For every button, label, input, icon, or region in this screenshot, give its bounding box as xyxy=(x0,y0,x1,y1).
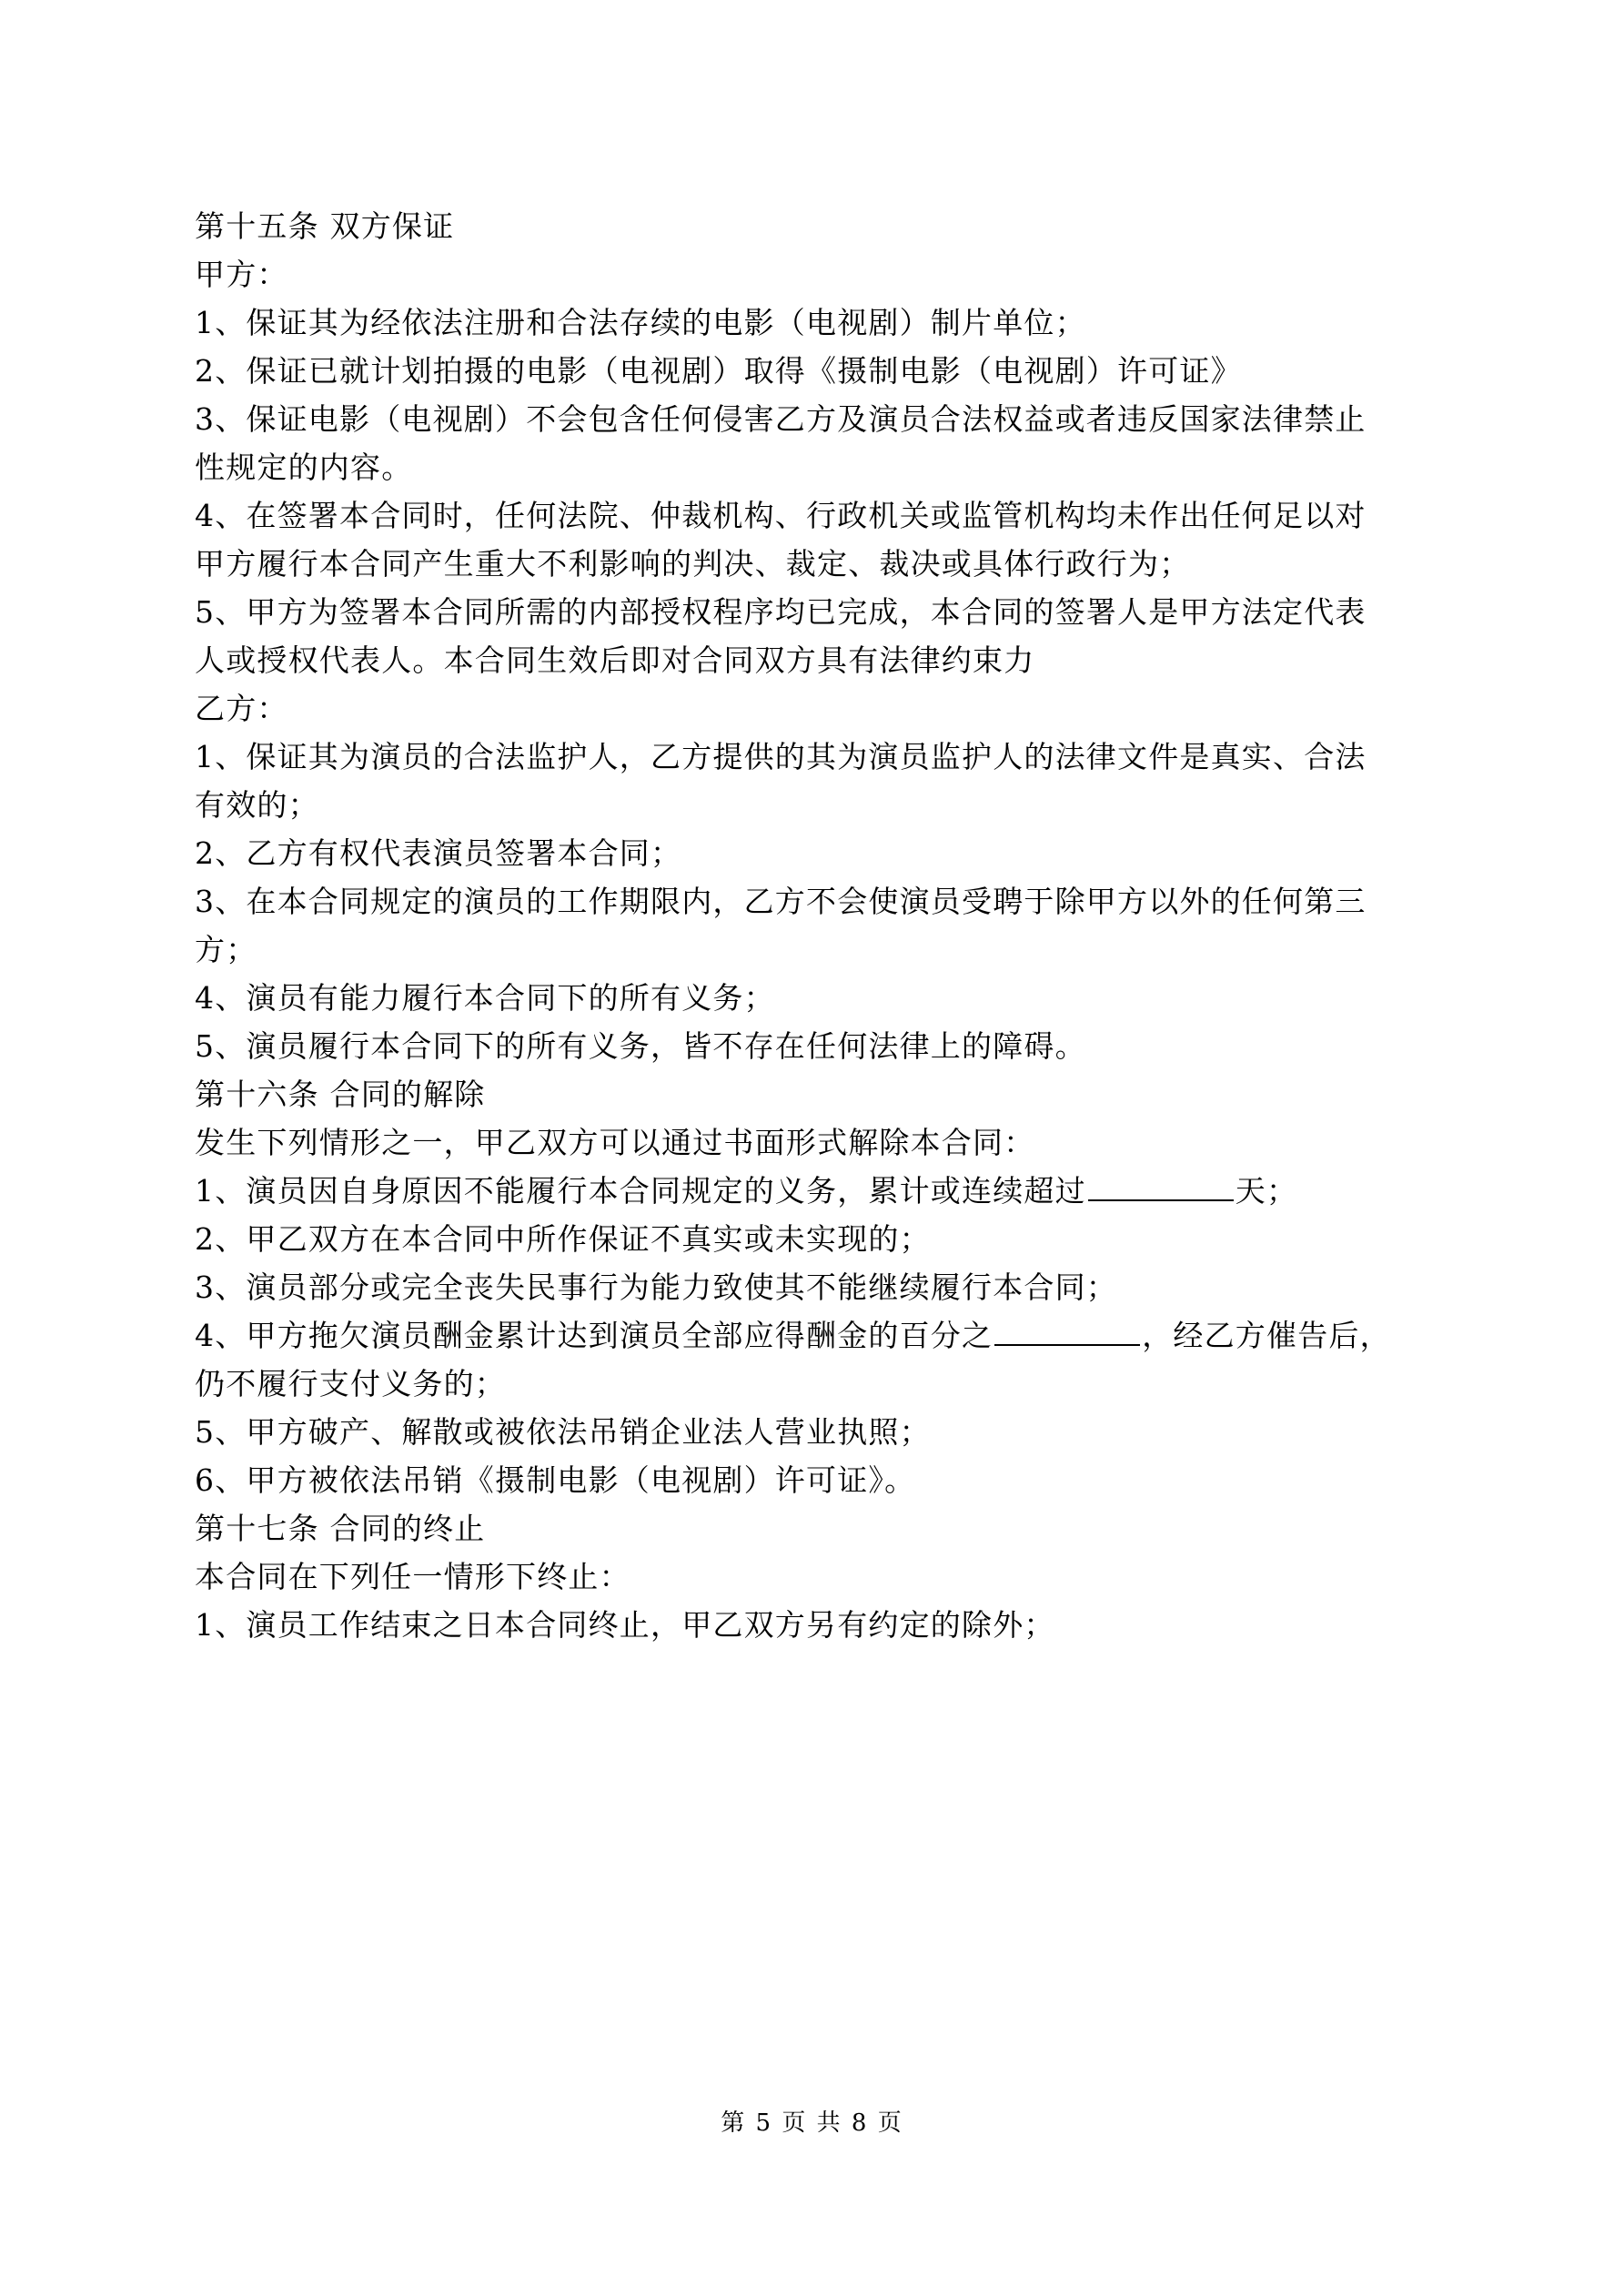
clause-16-item-2: 2、甲乙双方在本合同中所作保证不真实或未实现的； xyxy=(195,1221,931,1257)
party-b-item-3-cont: 方； xyxy=(195,932,257,967)
clause-16-item-5: 5、甲方破产、解散或被依法吊销企业法人营业执照； xyxy=(195,1414,931,1450)
party-b-item-1-cont: 有效的； xyxy=(195,787,319,823)
clause-16-item-1 xyxy=(195,1167,1441,1215)
party-b-item-2: 2、乙方有权代表演员签署本合同； xyxy=(195,835,682,871)
party-a-item-3-cont: 性规定的内容。 xyxy=(195,450,413,485)
party-b-item-3: 3、在本合同规定的演员的工作期限内，乙方不会使演员受聘于除甲方以外的任何第三 xyxy=(195,884,1367,919)
party-a-item-5: 5、甲方为签署本合同所需的内部授权程序均已完成，本合同的签署人是甲方法定代表 xyxy=(195,594,1367,630)
blank-days-field[interactable] xyxy=(1088,1174,1234,1201)
blank-percent-field[interactable] xyxy=(994,1319,1140,1346)
clause-16-item-4-cont: 仍不履行支付义务的； xyxy=(195,1366,506,1401)
party-b-item-4: 4、演员有能力履行本合同下的所有义务； xyxy=(195,980,775,1016)
clause-17-item-1: 1、演员工作结束之日本合同终止，甲乙双方另有约定的除外； xyxy=(195,1607,1055,1643)
party-a-item-4: 4、在签署本合同时，任何法院、仲裁机构、行政机关或监管机构均未作出任何足以对 xyxy=(195,498,1367,533)
page-number-footer: 第 5 页 共 8 页 xyxy=(721,2109,903,2137)
clause-16-item-4-text: 4、甲方拖欠演员酬金累计达到演员全部应得酬金的百分之 xyxy=(195,1318,994,1353)
clause-16-intro: 发生下列情形之一，甲乙双方可以通过书面形式解除本合同： xyxy=(195,1125,1035,1160)
clause-16-item-4 xyxy=(195,1311,1441,1360)
party-a-item-5-cont: 人或授权代表人。本合同生效后即对合同双方具有法律约束力 xyxy=(195,642,1035,678)
clause-17-intro: 本合同在下列任一情形下终止： xyxy=(195,1559,630,1594)
party-b-heading: 乙方： xyxy=(195,691,288,726)
clause-15-heading: 第十五条 双方保证 xyxy=(195,208,455,244)
party-a-item-2: 2、保证已就计划拍摄的电影（电视剧）取得《摄制电影（电视剧）许可证》 xyxy=(195,353,1242,389)
clause-17-heading: 第十七条 合同的终止 xyxy=(195,1511,486,1546)
clause-16-item-4-suffix: ，经乙方催告后， xyxy=(1142,1318,1391,1353)
party-a-item-4-cont: 甲方履行本合同产生重大不利影响的判决、裁定、裁决或具体行政行为； xyxy=(195,546,1191,582)
party-a-item-1: 1、保证其为经依法注册和合法存续的电影（电视剧）制片单位； xyxy=(195,305,1086,340)
party-b-item-1: 1、保证其为演员的合法监护人，乙方提供的其为演员监护人的法律文件是真实、合法 xyxy=(195,739,1367,774)
party-a-heading: 甲方： xyxy=(195,257,288,292)
clause-16-item-1-suffix: 天； xyxy=(1235,1173,1298,1209)
party-a-item-3: 3、保证电影（电视剧）不会包含任何侵害乙方及演员合法权益或者违反国家法律禁止 xyxy=(195,401,1367,437)
clause-16-item-3: 3、演员部分或完全丧失民事行为能力致使其不能继续履行本合同； xyxy=(195,1269,1117,1305)
contract-body xyxy=(195,202,1441,1649)
party-b-item-5: 5、演员履行本合同下的所有义务，皆不存在任何法律上的障碍。 xyxy=(195,1028,1086,1064)
clause-16-item-6: 6、甲方被依法吊销《摄制电影（电视剧）许可证》。 xyxy=(195,1462,916,1498)
clause-16-item-1-text: 1、演员因自身原因不能履行本合同规定的义务，累计或连续超过 xyxy=(195,1173,1086,1209)
clause-16-heading: 第十六条 合同的解除 xyxy=(195,1077,486,1112)
